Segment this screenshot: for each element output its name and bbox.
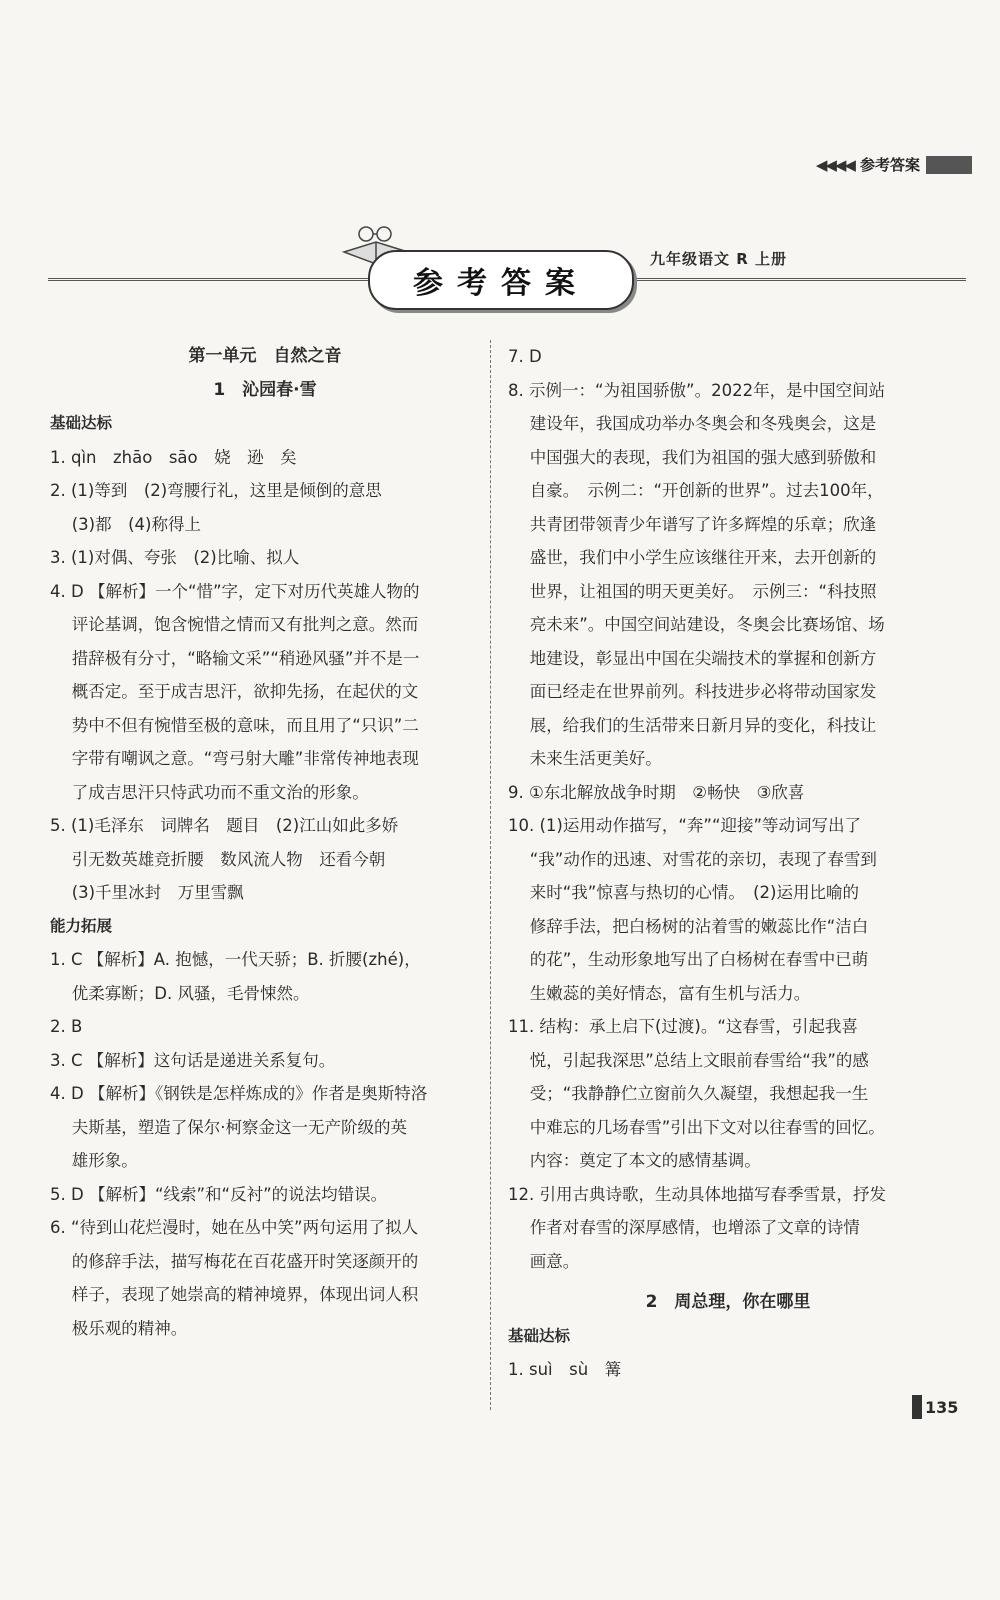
- answer-line: 中难忘的几场春雪”引出下文对以往春雪的回忆。: [508, 1117, 885, 1137]
- answer-line: 悦，引起我深思”总结上文眼前春雪给“我”的感: [508, 1050, 869, 1070]
- answer-line: 4. D 【解析】一个“惜”字，定下对历代英雄人物的: [50, 581, 420, 601]
- answer-line: 4. D 【解析】《钢铁是怎样炼成的》作者是奥斯特洛: [50, 1084, 428, 1103]
- lesson-title: 2 周总理，你在哪里: [645, 1292, 811, 1312]
- right-column: [508, 340, 948, 1387]
- answer-line: 字带有嘲讽之意。“弯弓射大雕”非常传神地表现: [50, 749, 419, 768]
- answer-line: 共青团带领青少年谱写了许多辉煌的乐章；欣逢: [508, 514, 877, 534]
- banner-rule-right: [630, 278, 966, 281]
- page-title-banner: [368, 250, 634, 310]
- answer-line: 5. D 【解析】“线索”和“反衬”的说法均错误。: [50, 1184, 388, 1204]
- section-heading: 基础达标: [508, 1326, 571, 1345]
- answer-line: 世界，让祖国的明天更美好。 示例三：“科技照: [508, 581, 877, 601]
- running-header: [816, 154, 972, 175]
- book-subtitle: 九年级语文 R 上册: [650, 250, 787, 268]
- page-number: [912, 1395, 958, 1419]
- answer-line: 的花”，生动形象地写出了白杨树在春雪中已萌: [508, 950, 869, 969]
- answer-line: 12. 引用古典诗歌，生动具体地描写春季雪景，抒发: [508, 1184, 886, 1204]
- answer-line: 评论基调，饱含惋惜之情而又有批判之意。然而: [50, 615, 419, 634]
- answer-line: 2. B: [50, 1017, 83, 1036]
- running-header-label: 参考答案: [859, 156, 920, 174]
- header-bar: [926, 156, 972, 174]
- answer-line: (3)都 (4)称得上: [50, 514, 201, 534]
- answer-line: 措辞极有分寸，“略输文采”“稍逊风骚”并不是一: [50, 648, 420, 668]
- answer-line: 受；“我静静伫立窗前久久凝望，我想起我一生: [508, 1084, 869, 1103]
- answer-line: “我”动作的迅速、对雪花的亲切，表现了春雪到: [508, 849, 877, 869]
- answer-line: 展，给我们的生活带来日新月异的变化，科技让: [508, 715, 877, 735]
- page-number-marker: [912, 1395, 922, 1419]
- answer-line: (3)千里冰封 万里雪飘: [50, 883, 244, 902]
- answer-line: 势中不但有惋惜至极的意味，而且用了“只识”二: [50, 715, 419, 735]
- answer-line: 5. (1)毛泽东 词牌名 题目 (2)江山如此多娇: [50, 816, 399, 835]
- column-divider: [490, 340, 491, 1410]
- answer-line: 样子，表现了她崇高的精神境界，体现出词人积: [50, 1285, 419, 1304]
- answer-line: 亮未来”。中国空间站建设，冬奥会比赛场馆、场: [508, 615, 885, 634]
- answer-line: 的修辞手法，描写梅花在百花盛开时笑逐颜开的: [50, 1251, 419, 1271]
- answer-line: 生嫩蕊的美好情态，富有生机与活力。: [508, 983, 811, 1003]
- section-heading: 能力拓展: [50, 916, 113, 935]
- answer-line: 地建设，彰显出中国在尖端技术的掌握和创新方: [508, 648, 877, 668]
- answer-line: 了成吉思汗只恃武功而不重文治的形象。: [50, 782, 369, 802]
- answer-line: 建设年，我国成功举办冬奥会和冬残奥会，这是: [508, 414, 877, 433]
- answer-line: 自豪。 示例二：“开创新的世界”。过去100年，: [508, 481, 884, 500]
- page-title: 参考答案: [413, 266, 589, 301]
- answer-line: 修辞手法，把白杨树的沾着雪的嫩蕊比作“洁白: [508, 916, 869, 936]
- answer-line: 画意。: [508, 1251, 580, 1271]
- answer-line: 3. (1)对偶、夸张 (2)比喻、拟人: [50, 548, 300, 567]
- answer-line: 10. (1)运用动作描写，“奔”“迎接”等动词写出了: [508, 816, 862, 835]
- answer-line: 7. D: [508, 347, 542, 366]
- answer-line: 8. 示例一：“为祖国骄傲”。2022年，是中国空间站: [508, 380, 886, 400]
- answer-line: 作者对春雪的深厚感情，也增添了文章的诗情: [508, 1218, 860, 1237]
- answer-line: 2. (1)等到 (2)弯腰行礼，这里是倾倒的意思: [50, 481, 382, 500]
- answer-line: 1. suì sù 篝: [508, 1360, 622, 1379]
- unit-title: 第一单元 自然之音: [188, 346, 342, 366]
- answer-line: 1. C 【解析】A. 抱憾，一代天骄；B. 折腰(zhé)，: [50, 950, 421, 969]
- banner-rule-left: [48, 278, 368, 281]
- triangle-arrows-icon: ◀◀◀◀: [815, 155, 854, 174]
- answer-line: 来时“我”惊喜与热切的心情。 (2)运用比喻的: [508, 883, 859, 902]
- page-number-text: 135: [925, 1397, 959, 1417]
- answer-line: 内容：奠定了本文的感情基调。: [508, 1151, 761, 1170]
- answer-line: 9. ①东北解放战争时期 ②畅快 ③欣喜: [508, 782, 805, 802]
- answer-line: 盛世，我们中小学生应该继往开来，去开创新的: [508, 548, 877, 567]
- answer-line: 雄形象。: [50, 1151, 138, 1170]
- answer-line: 未来生活更美好。: [508, 749, 662, 768]
- answer-line: 1. qìn zhāo sāo 娆 逊 矣: [50, 447, 297, 467]
- left-column: [50, 340, 480, 1345]
- answer-line: 6. “待到山花烂漫时，她在丛中笑”两句运用了拟人: [50, 1218, 419, 1237]
- answer-line: 中国强大的表现，我们为祖国的强大感到骄傲和: [508, 447, 877, 467]
- answer-line: 概否定。至于成吉思汗，欲抑先扬，在起伏的文: [50, 682, 419, 701]
- lesson-title: 1 沁园春·雪: [213, 379, 317, 400]
- answer-line: 面已经走在世界前列。科技进步必将带动国家发: [508, 682, 877, 701]
- answer-line: 3. C 【解析】这句话是递进关系复句。: [50, 1050, 336, 1070]
- answer-line: 夫斯基，塑造了保尔·柯察金这一无产阶级的英: [50, 1117, 407, 1137]
- answer-line: 极乐观的精神。: [50, 1318, 188, 1338]
- answer-line: 11. 结构：承上启下(过渡)。“这春雪，引起我喜: [508, 1017, 858, 1036]
- section-heading: 基础达标: [50, 414, 113, 432]
- answer-line: 引无数英雄竞折腰 数风流人物 还看今朝: [50, 849, 386, 869]
- answer-line: 优柔寡断；D. 风骚，毛骨悚然。: [50, 983, 310, 1003]
